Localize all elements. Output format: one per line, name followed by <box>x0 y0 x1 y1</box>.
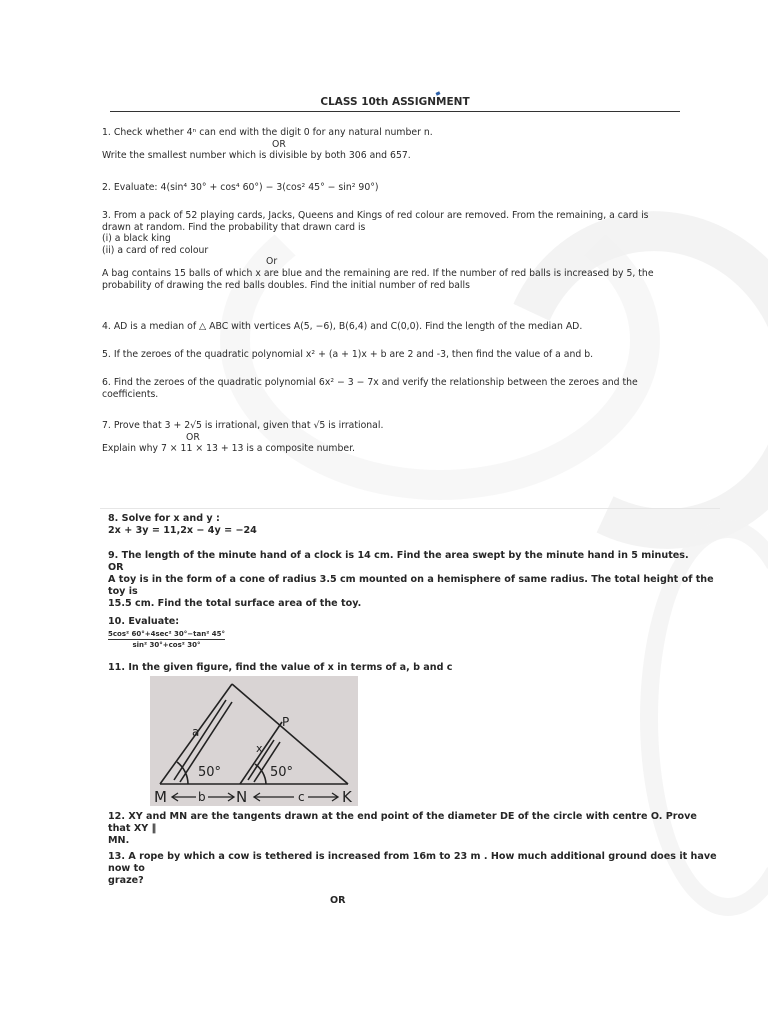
or-label: OR <box>330 895 346 906</box>
question-7 <box>102 420 702 455</box>
page-header <box>110 96 680 116</box>
question-6-line: 6. Find the zeroes of the quadratic polynomial 6x² − 3 − 7x and verify the relationship between the zeroes and the <box>102 377 638 388</box>
question-12-line: MN. <box>108 835 130 846</box>
question-8-equation: 2x + 3y = 11,2x − 4y = −24 <box>108 525 257 536</box>
page-title: CLASS 10th ASSIGNMENT <box>314 96 475 108</box>
question-13-line: graze? <box>108 875 144 886</box>
question-6-line: coefficients. <box>102 388 159 400</box>
question-13-line: 13. A rope by which a cow is tethered is increased from 16m to 23 m . How much additional ground does it have now to <box>108 851 717 874</box>
question-9 <box>108 550 718 610</box>
figure-label-c: c <box>298 790 305 804</box>
fraction-expression <box>108 630 225 649</box>
section-divider <box>100 508 720 509</box>
question-11-text: 11. In the given figure, find the value of x in terms of a, b and c <box>108 662 453 673</box>
question-3 <box>102 210 702 291</box>
figure-label-x: x <box>256 742 263 755</box>
measure-arrows <box>172 793 338 801</box>
question-5: 5. If the zeroes of the quadratic polynomial x² + (a + 1)x + b are 2 and -3, then find the value of a and b. <box>102 349 594 360</box>
question-1 <box>102 127 702 162</box>
question-7-text: 7. Prove that 3 + 2√5 is irrational, given that √5 is irrational. <box>102 420 384 431</box>
figure-label-m: M <box>154 788 167 806</box>
question-3-option: (ii) a card of red colour <box>102 244 209 256</box>
question-7-alt: Explain why 7 × 11 × 13 + 13 is a composite number. <box>102 443 356 455</box>
figure-angle-1: 50° <box>198 765 222 780</box>
question-3-option: (i) a black king <box>102 233 171 245</box>
or-label: OR <box>108 562 124 573</box>
question-12-line: 12. XY and MN are the tangents drawn at the end point of the diameter DE of the circle with centre O. Prove that XY ‖ <box>108 811 697 834</box>
question-8 <box>108 513 257 537</box>
figure-label-a: a <box>192 725 200 739</box>
question-3-line: drawn at random. Find the probability that drawn card is <box>102 221 366 233</box>
question-12 <box>108 811 718 847</box>
question-4: 4. AD is a median of △ ABC with vertices A(5, −6), B(6,4) and C(0,0). Find the length of the median AD. <box>102 321 583 332</box>
question-9-text: 9. The length of the minute hand of a clock is 14 cm. Find the area swept by the minute hand in 5 minutes. <box>108 550 689 561</box>
figure-label-b: b <box>198 790 206 804</box>
or-label: Or <box>266 256 278 268</box>
question-8-title: 8. Solve for x and y : <box>108 513 220 524</box>
figure-label-k: K <box>342 788 352 806</box>
figure-angle-2: 50° <box>270 765 294 780</box>
or-label: OR <box>272 138 286 150</box>
question-1-text: 1. Check whether 4ⁿ can end with the digit 0 for any natural number n. <box>102 127 433 138</box>
fraction-numerator: 5cos² 60°+4sec² 30°−tan² 45° <box>108 630 225 638</box>
question-3-line: 3. From a pack of 52 playing cards, Jacks, Queens and Kings of red colour are removed. From the remaining, a card is <box>102 210 649 221</box>
fraction-denominator: sin² 30°+cos² 30° <box>132 641 201 649</box>
question-13 <box>108 851 718 907</box>
figure-label-p: P <box>282 715 290 729</box>
question-6 <box>102 377 702 400</box>
question-3-alt: probability of drawing the red balls doubles. Find the initial number of red balls <box>102 279 470 291</box>
triangle-diagram <box>150 676 358 806</box>
header-rule <box>110 111 680 112</box>
question-9-alt: A toy is in the form of a cone of radius 3.5 cm mounted on a hemisphere of same radius. The total height of the toy is <box>108 574 714 597</box>
question-9-alt: 15.5 cm. Find the total surface area of the toy. <box>108 598 362 609</box>
question-3-alt: A bag contains 15 balls of which x are blue and the remaining are red. If the number of red balls is increased by 5, the <box>102 267 654 279</box>
question-1-alt: Write the smallest number which is divisible by both 306 and 657. <box>102 150 411 162</box>
figure-label-n: N <box>236 788 248 806</box>
or-label: OR <box>186 431 200 443</box>
geometry-figure <box>150 676 358 806</box>
question-2: 2. Evaluate: 4(sin⁴ 30° + cos⁴ 60°) − 3(cos² 45° − sin² 90°) <box>102 182 379 193</box>
question-10-title: 10. Evaluate: <box>108 616 180 627</box>
